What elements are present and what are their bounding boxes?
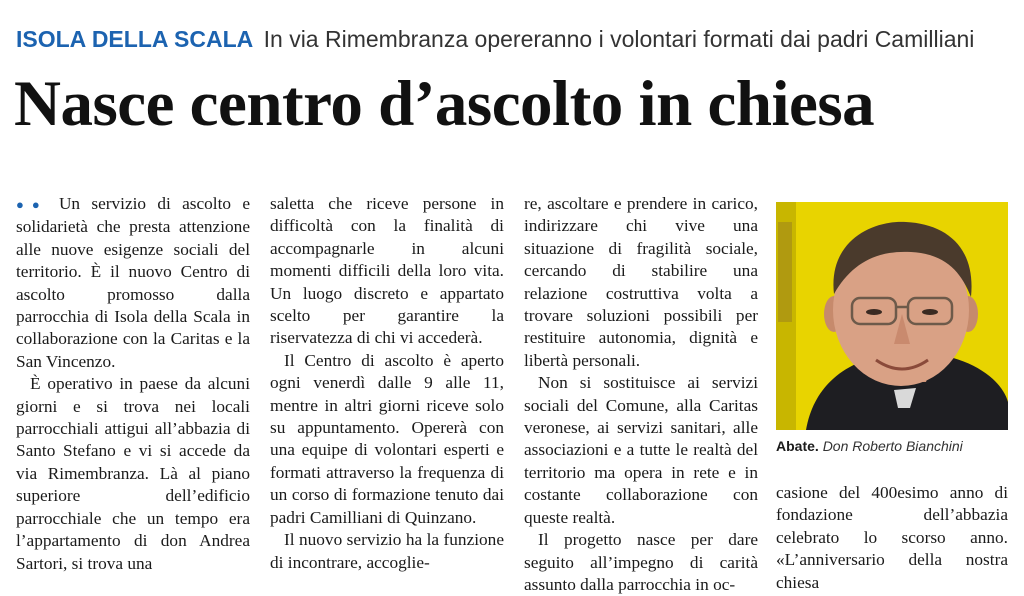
- portrait-illustration: [776, 202, 1008, 430]
- caption-name: Don Roberto Bianchini: [822, 438, 963, 454]
- paragraph: Il nuovo servizio ha la funzione di incontrare, accoglie-: [270, 530, 504, 572]
- paragraph: re, ascoltare e prendere in carico, indirizzare chi vive una situazione di fragilità sociale, cercando di stabilire una relazione costruttiva volta a trovare soluzioni possibili per restituire autonomia, dignità e libertà personali.: [524, 194, 758, 370]
- paragraph: Non si sostituisce ai servizi sociali del Comune, alla Caritas veronese, ai servizi sanitari, alle associazioni e a tutte le realtà del territorio ma opera in rete e in costante collaborazione con queste realtà.: [524, 373, 758, 527]
- paragraph: È operativo in paese da alcuni giorni e si trova nei locali parrocchiali attigui all’abbazia di Santo Stefano e vi si accede da via Rimembranza. Là al piano superiore dell’edificio parrocchiale che un tempo era l’appartamento di don Andrea Sartori, si trova una: [16, 374, 250, 573]
- photo-caption: [776, 437, 1008, 455]
- paragraph: Il progetto nasce per dare seguito all’impegno di carità assunto dalla parrocchia in oc-: [524, 530, 758, 594]
- article-column-3: [524, 193, 758, 596]
- kicker-location: ISOLA DELLA SCALA: [16, 26, 254, 52]
- article-column-1: [16, 193, 250, 575]
- bullet-dots-icon: ●●: [16, 197, 48, 212]
- paragraph: saletta che riceve persone in difficoltà con la finalità di accompagnarle in alcuni momenti difficili della loro vita. Un luogo discreto e appartato scelto per garantire la riservatezza di chi vi accederà.: [270, 194, 504, 348]
- paragraph: casione del 400esimo anno di fondazione dell’abbazia celebrato lo scorso anno. «L’anniversario della nostra chiesa: [776, 483, 1008, 592]
- caption-label: Abate.: [776, 438, 819, 454]
- portrait-photo: [776, 202, 1008, 430]
- paragraph-text: Un servizio di ascolto e solidarietà che presta attenzione alle nuove esigenze sociali del territorio. È il nuovo Centro di ascolto promosso dalla parrocchia di Isola della Scala in collaborazione con la Caritas e la San Vincenzo.: [16, 194, 250, 371]
- article-column-2: [270, 193, 504, 574]
- article-headline: Nasce centro d’ascolto in chiesa: [14, 68, 875, 140]
- article-column-4: [776, 482, 1008, 594]
- kicker-subtitle: In via Rimembranza opereranno i volontari formati dai padri Camilliani: [263, 26, 975, 52]
- paragraph: [16, 193, 250, 373]
- article-kicker: [16, 24, 1016, 54]
- paragraph: Il Centro di ascolto è aperto ogni venerdì dalle 9 alle 11, mentre in altri giorni riceve solo su appuntamento. Opererà con una equipe di volontari esperti e formati attraverso la frequenza di un corso di formazione tenuto dai padri Camilliani di Quinzano.: [270, 350, 504, 527]
